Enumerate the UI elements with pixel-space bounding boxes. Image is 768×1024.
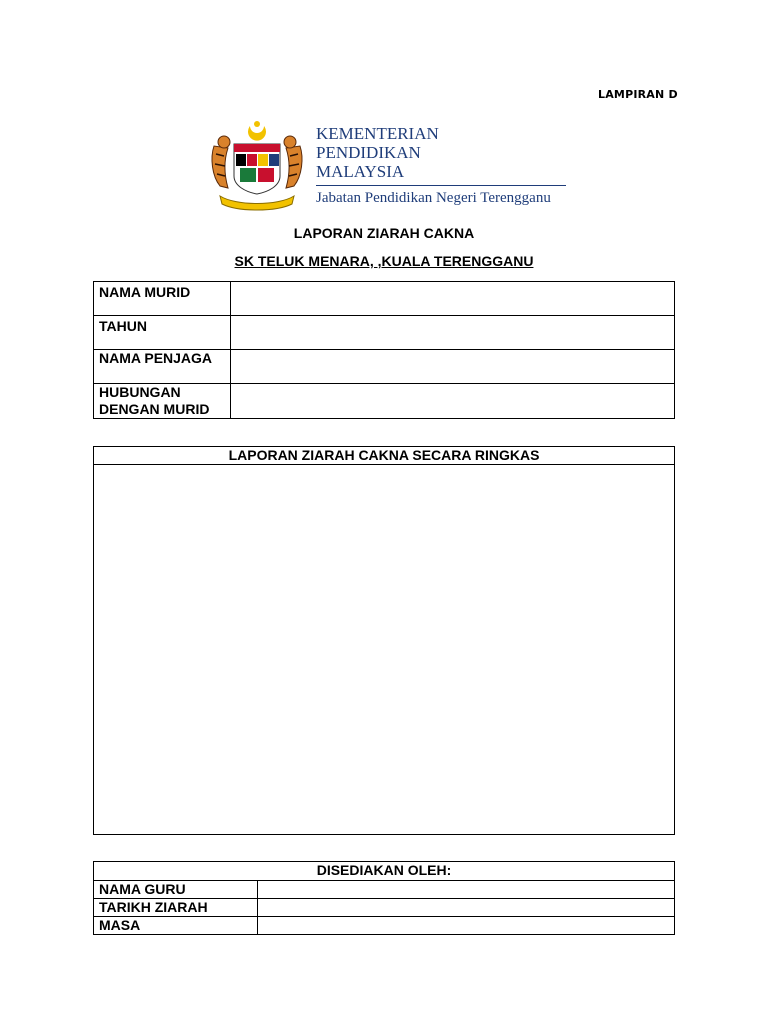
visit-date-field[interactable] — [258, 899, 675, 917]
student-name-label: NAMA MURID — [94, 282, 231, 316]
prepared-by-heading: DISEDIAKAN OLEH: — [94, 862, 675, 881]
visit-date-label: TARIKH ZIARAH — [94, 899, 258, 917]
ministry-logo — [198, 112, 570, 214]
guardian-name-label: NAMA PENJAGA — [94, 350, 231, 384]
prepared-by-table — [93, 861, 675, 935]
report-summary-table — [93, 446, 675, 835]
table-row — [94, 350, 675, 384]
school-name: SK TELUK MENARA, ,KUALA TERENGGANU — [234, 253, 534, 269]
ministry-line-2: PENDIDIKAN — [316, 143, 421, 162]
table-row — [94, 282, 675, 316]
table-row — [94, 384, 675, 419]
relationship-label: HUBUNGAN DENGAN MURID — [94, 384, 231, 419]
malaysia-crest-icon — [206, 116, 308, 212]
year-label: TAHUN — [94, 316, 231, 350]
time-field[interactable] — [258, 917, 675, 935]
ministry-name — [316, 124, 439, 181]
table-row — [94, 881, 675, 899]
table-row — [94, 917, 675, 935]
appendix-label: LAMPIRAN D — [598, 88, 678, 101]
report-summary-heading: LAPORAN ZIARAH CAKNA SECARA RINGKAS — [94, 447, 675, 465]
table-row — [94, 899, 675, 917]
table-row — [94, 447, 675, 465]
department-name: Jabatan Pendidikan Negeri Terengganu — [316, 190, 551, 206]
guardian-name-field[interactable] — [231, 350, 675, 384]
report-summary-field[interactable] — [94, 465, 675, 835]
student-info-table — [93, 281, 675, 419]
ministry-line-1: KEMENTERIAN — [316, 124, 439, 143]
time-label: MASA — [94, 917, 258, 935]
table-row — [94, 862, 675, 881]
logo-divider — [316, 185, 566, 186]
table-row — [94, 465, 675, 835]
ministry-line-3: MALAYSIA — [316, 162, 405, 181]
teacher-name-label: NAMA GURU — [94, 881, 258, 899]
student-name-field[interactable] — [231, 282, 675, 316]
relationship-field[interactable] — [231, 384, 675, 419]
report-title: LAPORAN ZIARAH CAKNA — [293, 225, 475, 241]
table-row — [94, 316, 675, 350]
year-field[interactable] — [231, 316, 675, 350]
teacher-name-field[interactable] — [258, 881, 675, 899]
